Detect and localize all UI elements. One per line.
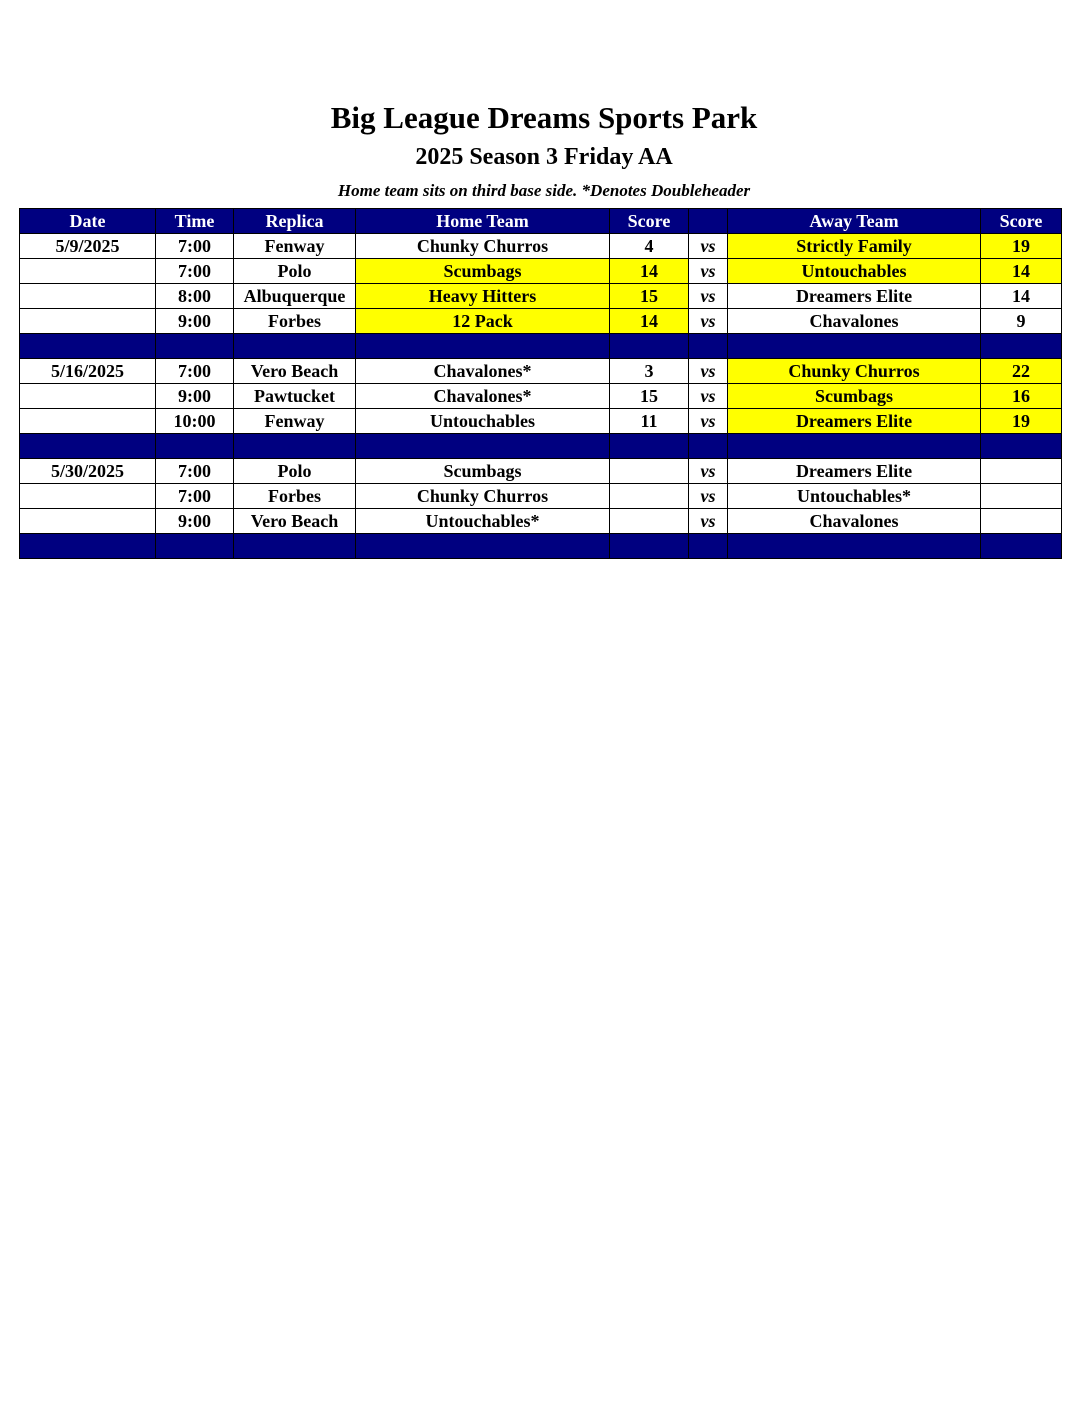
separator-cell [234, 534, 356, 559]
page-subtitle: 2025 Season 3 Friday AA [415, 144, 673, 170]
home-score-cell [610, 484, 689, 509]
away-team-cell: Chavalones [728, 309, 981, 334]
away-team-cell: Untouchables* [728, 484, 981, 509]
time-cell: 9:00 [156, 384, 234, 409]
replica-cell: Forbes [234, 484, 356, 509]
separator-cell [234, 334, 356, 359]
away-team-cell: Strictly Family [728, 234, 981, 259]
away-score-cell: 14 [981, 259, 1062, 284]
home-score-cell: 3 [610, 359, 689, 384]
separator-cell [728, 534, 981, 559]
game-row [20, 459, 1062, 484]
date-cell [20, 309, 156, 334]
vs-cell: vs [689, 384, 728, 409]
game-row [20, 359, 1062, 384]
away-score-cell: 22 [981, 359, 1062, 384]
vs-cell: vs [689, 484, 728, 509]
page-title: Big League Dreams Sports Park [330, 100, 758, 135]
away-score-cell: 19 [981, 234, 1062, 259]
vs-cell: vs [689, 259, 728, 284]
separator-cell [20, 434, 156, 459]
schedule-note: Home team sits on third base side. *Denotes Doubleheader [337, 181, 751, 200]
away-team-cell: Untouchables [728, 259, 981, 284]
separator-cell [728, 334, 981, 359]
header-row [20, 209, 1062, 234]
game-row [20, 409, 1062, 434]
separator-cell [981, 534, 1062, 559]
home-score-cell: 14 [610, 259, 689, 284]
home-team-cell: Scumbags [356, 259, 610, 284]
header-home-score: Score [610, 209, 689, 234]
away-score-cell: 19 [981, 409, 1062, 434]
home-team-cell: Scumbags [356, 459, 610, 484]
date-cell [20, 509, 156, 534]
game-row [20, 484, 1062, 509]
home-score-cell [610, 459, 689, 484]
separator-cell [689, 534, 728, 559]
date-cell [20, 409, 156, 434]
separator-cell [20, 534, 156, 559]
vs-cell: vs [689, 359, 728, 384]
home-score-cell: 11 [610, 409, 689, 434]
away-team-cell: Chavalones [728, 509, 981, 534]
date-cell [20, 259, 156, 284]
separator-cell [610, 334, 689, 359]
replica-cell: Pawtucket [234, 384, 356, 409]
home-score-cell [610, 509, 689, 534]
away-score-cell: 14 [981, 284, 1062, 309]
replica-cell: Vero Beach [234, 359, 356, 384]
home-team-cell: Heavy Hitters [356, 284, 610, 309]
time-cell: 7:00 [156, 359, 234, 384]
time-cell: 9:00 [156, 309, 234, 334]
date-cell [20, 484, 156, 509]
separator-row [20, 434, 1062, 459]
away-score-cell [981, 509, 1062, 534]
vs-cell: vs [689, 284, 728, 309]
header-away-score: Score [981, 209, 1062, 234]
replica-cell: Fenway [234, 234, 356, 259]
separator-cell [981, 334, 1062, 359]
separator-cell [610, 434, 689, 459]
date-cell: 5/30/2025 [20, 459, 156, 484]
time-cell: 9:00 [156, 509, 234, 534]
header-away-team: Away Team [728, 209, 981, 234]
game-row [20, 309, 1062, 334]
game-row [20, 384, 1062, 409]
away-score-cell [981, 459, 1062, 484]
away-team-cell: Dreamers Elite [728, 409, 981, 434]
home-team-cell: Chavalones* [356, 359, 610, 384]
separator-cell [689, 434, 728, 459]
replica-cell: Forbes [234, 309, 356, 334]
separator-cell [156, 334, 234, 359]
header-date: Date [20, 209, 156, 234]
away-score-cell: 9 [981, 309, 1062, 334]
separator-cell [20, 334, 156, 359]
home-score-cell: 15 [610, 284, 689, 309]
vs-cell: vs [689, 309, 728, 334]
vs-cell: vs [689, 509, 728, 534]
separator-cell [728, 434, 981, 459]
time-cell: 7:00 [156, 459, 234, 484]
separator-cell [610, 534, 689, 559]
schedule-table [19, 208, 1062, 559]
replica-cell: Vero Beach [234, 509, 356, 534]
separator-cell [356, 334, 610, 359]
separator-row [20, 534, 1062, 559]
game-row [20, 509, 1062, 534]
time-cell: 10:00 [156, 409, 234, 434]
date-cell: 5/16/2025 [20, 359, 156, 384]
separator-cell [156, 534, 234, 559]
game-row [20, 284, 1062, 309]
date-cell [20, 384, 156, 409]
replica-cell: Fenway [234, 409, 356, 434]
separator-cell [156, 434, 234, 459]
header-replica: Replica [234, 209, 356, 234]
time-cell: 7:00 [156, 484, 234, 509]
separator-cell [981, 434, 1062, 459]
away-score-cell: 16 [981, 384, 1062, 409]
header-home-team: Home Team [356, 209, 610, 234]
date-cell [20, 284, 156, 309]
away-team-cell: Chunky Churros [728, 359, 981, 384]
home-team-cell: 12 Pack [356, 309, 610, 334]
away-score-cell [981, 484, 1062, 509]
date-cell: 5/9/2025 [20, 234, 156, 259]
header-time: Time [156, 209, 234, 234]
away-team-cell: Dreamers Elite [728, 459, 981, 484]
home-team-cell: Untouchables [356, 409, 610, 434]
schedule-body [20, 234, 1062, 559]
separator-cell [356, 534, 610, 559]
replica-cell: Polo [234, 459, 356, 484]
separator-row [20, 334, 1062, 359]
home-team-cell: Chunky Churros [356, 484, 610, 509]
away-team-cell: Dreamers Elite [728, 284, 981, 309]
home-team-cell: Chunky Churros [356, 234, 610, 259]
vs-cell: vs [689, 459, 728, 484]
vs-cell: vs [689, 234, 728, 259]
time-cell: 7:00 [156, 234, 234, 259]
separator-cell [234, 434, 356, 459]
vs-cell: vs [689, 409, 728, 434]
game-row [20, 234, 1062, 259]
home-team-cell: Chavalones* [356, 384, 610, 409]
time-cell: 7:00 [156, 259, 234, 284]
replica-cell: Albuquerque [234, 284, 356, 309]
replica-cell: Polo [234, 259, 356, 284]
away-team-cell: Scumbags [728, 384, 981, 409]
home-score-cell: 15 [610, 384, 689, 409]
header-vs [689, 209, 728, 234]
home-score-cell: 4 [610, 234, 689, 259]
separator-cell [689, 334, 728, 359]
separator-cell [356, 434, 610, 459]
time-cell: 8:00 [156, 284, 234, 309]
home-team-cell: Untouchables* [356, 509, 610, 534]
home-score-cell: 14 [610, 309, 689, 334]
game-row [20, 259, 1062, 284]
